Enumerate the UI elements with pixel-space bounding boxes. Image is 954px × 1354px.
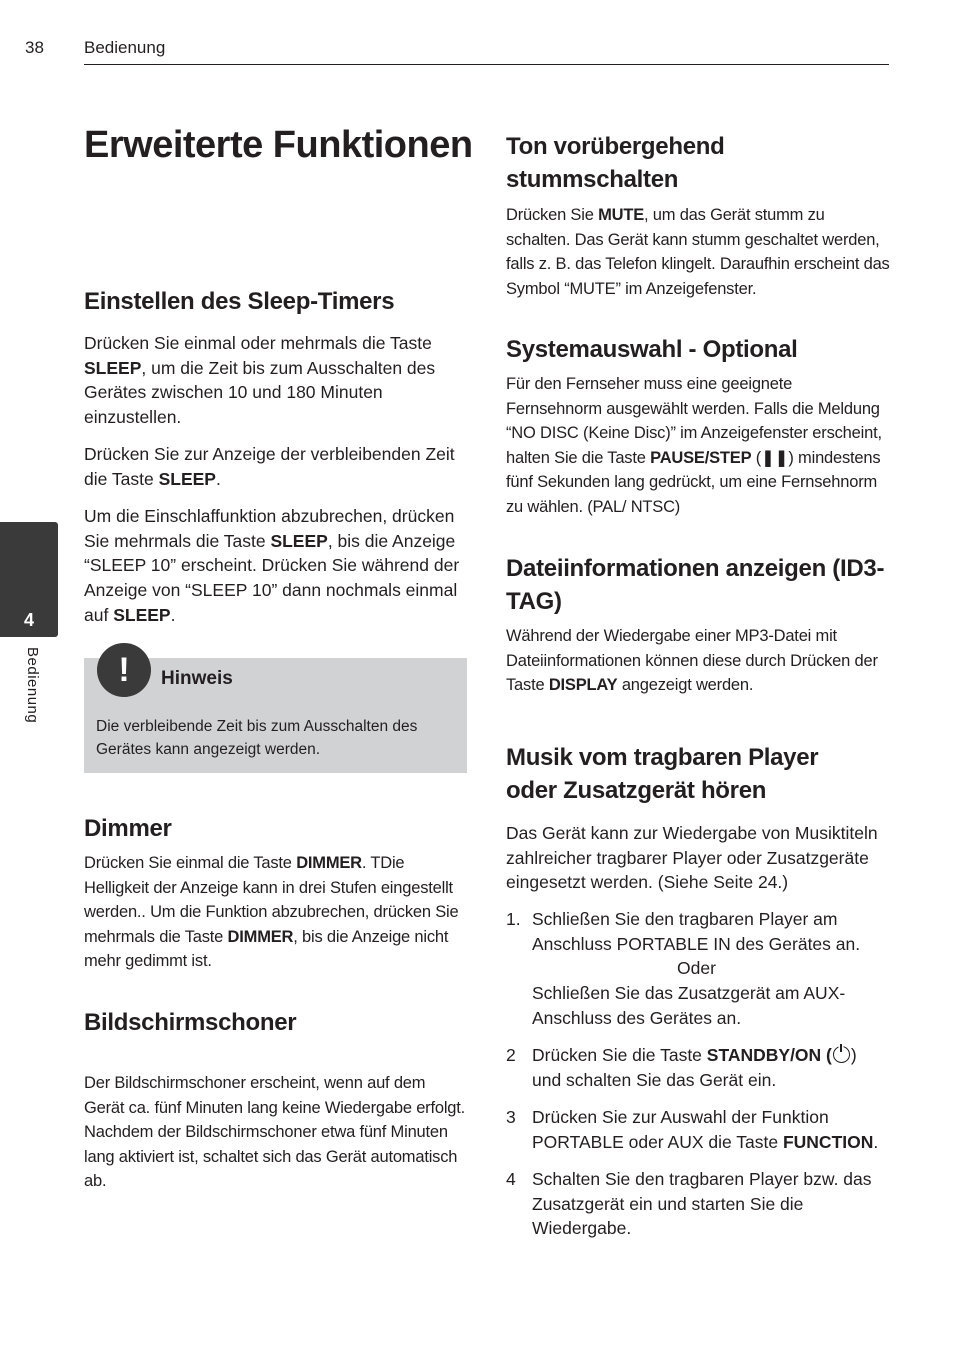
page-title: Erweiterte Funktionen: [84, 124, 473, 166]
sleep-key: SLEEP: [84, 357, 142, 378]
mute-heading: Ton vorübergehend stummschalten: [506, 133, 725, 193]
screensaver-heading: Bildschirmschoner: [84, 1009, 297, 1036]
sleep-key: SLEEP: [158, 468, 216, 489]
id3-paragraph: Während der Wiedergabe einer MP3-Datei mit Dateiinformationen können diese durch Drücken der Taste DISPLAY angezeigt werden.: [506, 627, 878, 694]
dimmer-key: DIMMER: [227, 927, 294, 946]
sleep-paragraph-3: Um die Einschlaffunktion abzubrechen, drücken Sie mehrmals die Taste SLEEP, bis die Anzeige “SLEEP 10” erscheint. Drücken Sie während der Anzeige von “SLEEP 10” dann nochmals einmal auf SLEEP.: [84, 506, 460, 625]
dimmer-heading: Dimmer: [84, 815, 172, 842]
portable-heading: Musik vom tragbaren Player oder Zusatzgerät hören: [506, 744, 819, 804]
sleep-key: SLEEP: [113, 604, 171, 625]
step-2: Drücken Sie die Taste STANDBY/ON ( ) und schalten Sie das Gerät ein.: [532, 1045, 857, 1090]
power-icon: [833, 1046, 850, 1063]
system-heading: Systemauswahl - Optional: [506, 336, 798, 363]
id3-heading: Dateiinformationen anzeigen (ID3- TAG): [506, 555, 885, 615]
exclamation-icon: !: [97, 643, 151, 697]
step-1-or: Oder: [677, 958, 716, 979]
running-header: Bedienung: [84, 38, 166, 57]
chapter-number: 4: [23, 610, 34, 630]
page-number: 38: [25, 38, 44, 57]
standby-key: STANDBY/ON (: [706, 1045, 832, 1065]
sleep-heading: Einstellen des Sleep-Timers: [84, 288, 395, 315]
step-number: 4: [506, 1169, 516, 1189]
step-1: Schließen Sie den tragbaren Player am Anschluss PORTABLE IN des Gerätes an. Oder Schließen Sie das Zusatzgerät am AUX-Anschluss des Gerätes an.: [532, 907, 890, 1031]
mute-key: MUTE: [598, 206, 645, 224]
step-3: Drücken Sie zur Auswahl der Funktion PORTABLE oder AUX die Taste FUNCTION.: [532, 1107, 879, 1152]
step-number: 3: [506, 1107, 516, 1127]
sleep-key: SLEEP: [270, 530, 328, 551]
chapter-tab: [0, 522, 58, 637]
function-key: FUNCTION: [782, 1131, 874, 1152]
screensaver-paragraph: Der Bildschirmschoner erscheint, wenn auf dem Gerät ca. fünf Minuten lang keine Wiedergabe erfolgt. Nachdem der Bildschirmschoner etwa fünf Minuten lang aktiviert ist, schaltet sich das Gerät automatisch ab.: [84, 1074, 466, 1190]
chapter-label: Bedienung: [24, 647, 41, 724]
dimmer-paragraph: Drücken Sie einmal die Taste DIMMER. TDie Helligkeit der Anzeige kann in drei Stufen eingestellt werden.. Um die Funktion abzubrechen, drücken Sie mehrmals die Taste DIMMER, bis die Anzeige nicht mehr gedimmt ist.: [84, 854, 459, 970]
display-key: DISPLAY: [548, 676, 618, 694]
pause-step-key: PAUSE/STEP: [650, 448, 752, 467]
dimmer-key: DIMMER: [296, 854, 362, 872]
note-title: Hinweis: [161, 668, 233, 689]
step-4: Schalten Sie den tragbaren Player bzw. das Zusatzgerät ein und starten Sie die Wiedergabe.: [532, 1169, 872, 1239]
header-rule: [84, 64, 889, 65]
note-box: [84, 651, 467, 773]
sleep-paragraph-2: Drücken Sie zur Anzeige der verbleibenden Zeit die Taste SLEEP.: [84, 444, 455, 489]
pause-icon: ❚❚: [761, 448, 789, 467]
note-text: Die verbleibende Zeit bis zum Ausschalten des Gerätes kann angezeigt werden.: [96, 718, 418, 758]
mute-paragraph: Drücken Sie MUTE, um das Gerät stumm zu schalten. Das Gerät kann stumm geschaltet werden, falls z. B. das Telefon klingelt. Daraufhin erscheint das Symbol “MUTE” im Anzeigefenster.: [506, 206, 890, 298]
portable-intro: Das Gerät kann zur Wiedergabe von Musiktiteln zahlreicher tragbarer Player oder Zusatzgeräte eingesetzt werden. (Siehe Seite 24.): [506, 823, 878, 893]
system-paragraph: Für den Fernseher muss eine geeignete Fernsehnorm ausgewählt werden. Falls die Meldung “NO DISC (Keine Disc)” im Anzeigefenster erscheint, halten Sie die Taste PAUSE/STEP (❚❚) mindestens fünf Sekunden lang gedrückt, um eine Fernsehnorm zu wählen. (PAL/ NTSC): [506, 375, 882, 516]
step-number: 1.: [506, 909, 521, 929]
step-number: 2: [506, 1045, 516, 1065]
sleep-paragraph-1: Drücken Sie einmal oder mehrmals die Taste SLEEP, um die Zeit bis zum Ausschalten des Gerätes zwischen 10 und 180 Minuten einzustellen.: [84, 333, 436, 428]
